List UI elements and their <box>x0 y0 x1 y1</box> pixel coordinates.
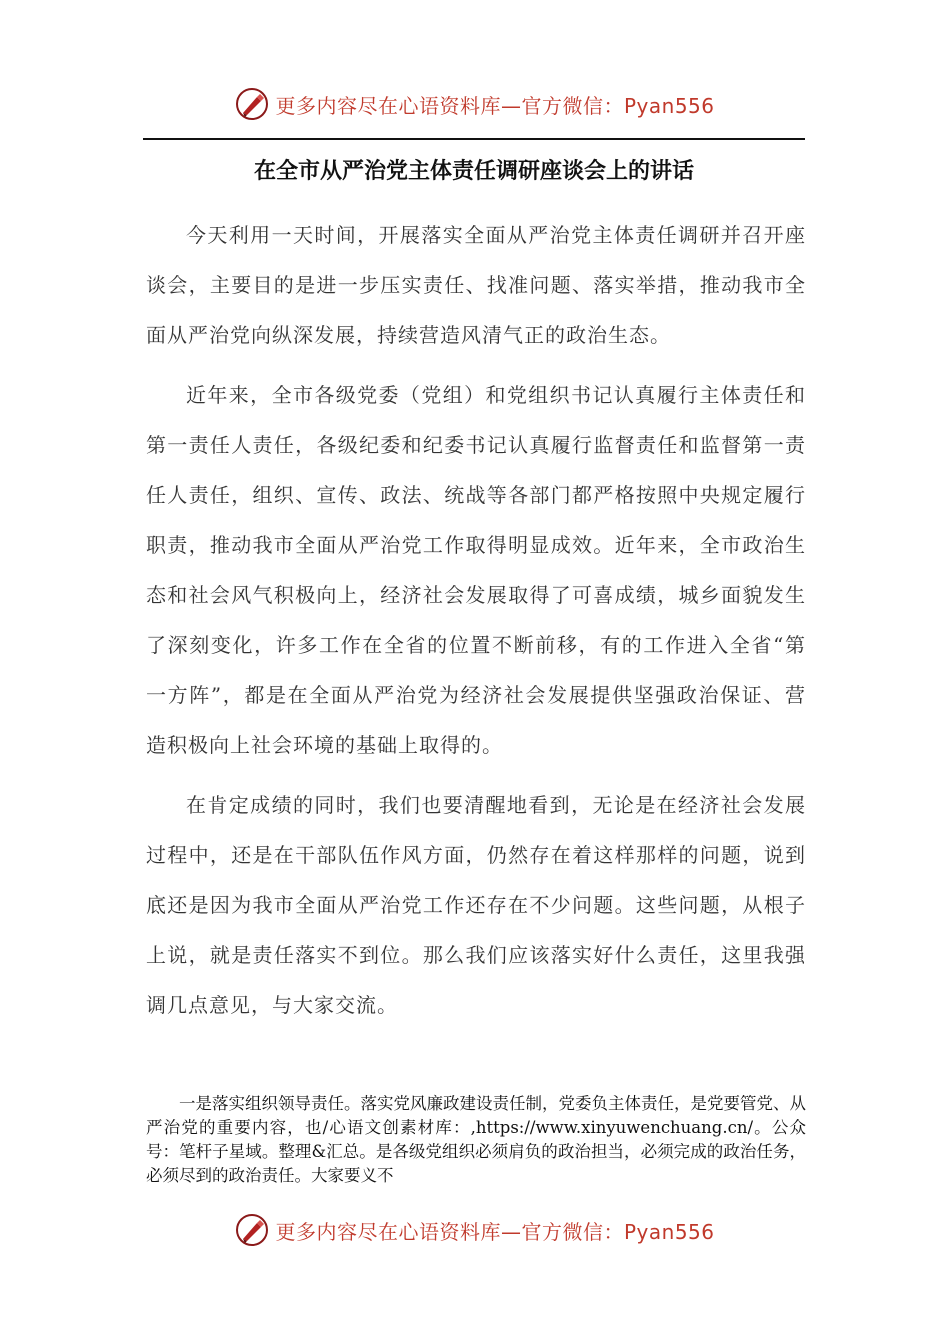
header-divider <box>143 138 805 140</box>
footer-wechat-id: Pyan556 <box>623 1219 715 1244</box>
footer-banner-text: 更多内容尽在心语资料库—官方微信：Pyan556 <box>275 1219 715 1244</box>
paragraph-1: 今天利用一天时间，开展落实全面从严治党主体责任调研并召开座谈会，主要目的是进一步压实责任、找准问题、落实举措，推动我市全面从严治党向纵深发展，持续营造风清气正的政治生态。 <box>146 223 806 347</box>
paragraph-4: 一是落实组织领导责任。落实党风廉政建设责任制，党委负主体责任，是党要管党、从严治党的重要内容，也/心语文创素材库：,https://www.xinyuwenchuang.cn/。公众号：笔杆子星域。整理&汇总。是各级党组织必须肩负的政治担当，必须完成的政治任务，必须尽到的政治责任。大家要义不 <box>146 1094 806 1185</box>
footer-banner <box>0 1208 950 1252</box>
pen-logo-icon <box>235 1213 269 1247</box>
header-banner <box>0 82 950 126</box>
document-body <box>146 210 806 1040</box>
paragraph-2: 近年来，全市各级党委（党组）和党组织书记认真履行主体责任和第一责任人责任，各级纪委和纪委书记认真履行监督责任和监督第一责任人责任，组织、宣传、政法、统战等各部门都严格按照中央规定履行职责，推动我市全面从严治党工作取得明显成效。近年来，全市政治生态和社会风气积极向上，经济社会发展取得了可喜成绩，城乡面貌发生了深刻变化，许多工作在全省的位置不断前移，有的工作进入全省“第一方阵”，都是在全面从严治党为经济社会发展提供坚强政治保证、营造积极向上社会环境的基础上取得的。 <box>146 383 806 757</box>
header-wechat-id: Pyan556 <box>623 93 715 118</box>
paragraph-3: 在肯定成绩的同时，我们也要清醒地看到，无论是在经济社会发展过程中，还是在干部队伍作风方面，仍然存在着这样那样的问题，说到底还是因为我市全面从严治党工作还存在不少问题。这些问题，从根子上说，就是责任落实不到位。那么我们应该落实好什么责任，这里我强调几点意见，与大家交流。 <box>146 793 806 1017</box>
header-banner-text: 更多内容尽在心语资料库—官方微信：Pyan556 <box>275 93 715 118</box>
pen-logo-icon <box>235 87 269 121</box>
page-title: 在全市从严治党主体责任调研座谈会上的讲话 <box>253 159 694 184</box>
